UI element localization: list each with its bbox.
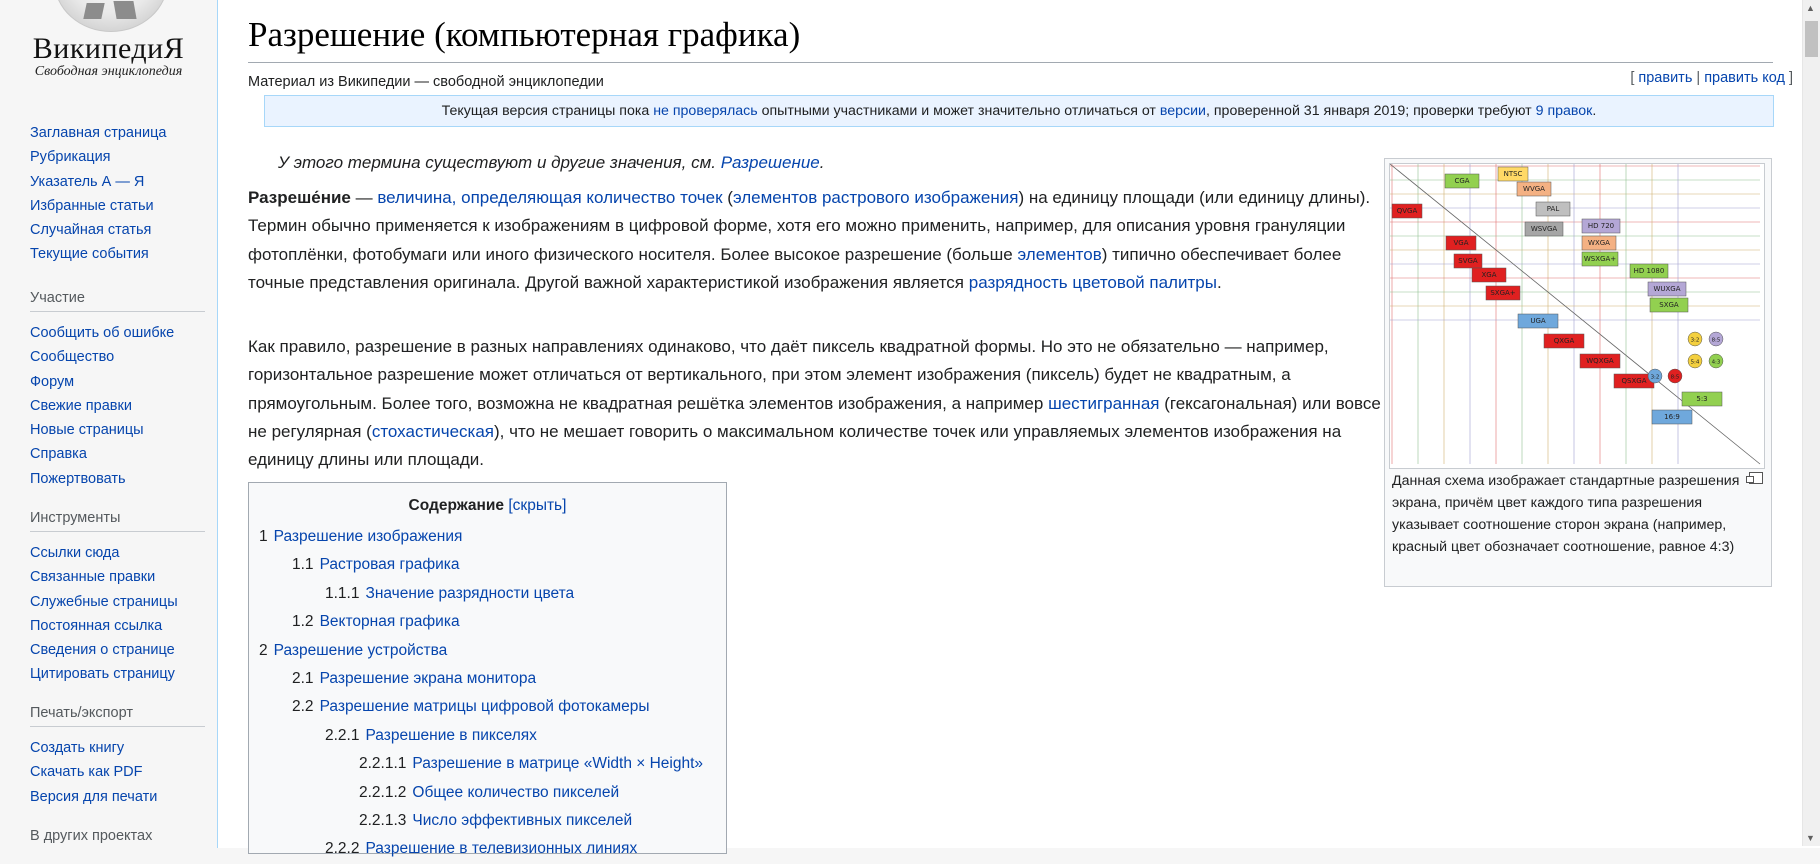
diagram-box: [1446, 236, 1476, 250]
hatnote-disambiguation-link[interactable]: Разрешение: [720, 153, 820, 172]
page-title: Разрешение (компьютерная графика): [248, 14, 1773, 63]
diagram-box: [1518, 314, 1558, 328]
toc-list: [259, 523, 719, 864]
diagram-ratio-label: 4:3: [1711, 359, 1721, 366]
sidebar: [0, 0, 217, 846]
diagram-box: [1580, 354, 1620, 368]
edit-separator: |: [1692, 70, 1705, 86]
diagram-diagonal: [1390, 164, 1760, 464]
toc-link[interactable]: Растровая графика: [319, 556, 460, 574]
diagram-box-label: HD 1080: [1633, 267, 1665, 275]
toc-number: 2: [259, 641, 268, 659]
toc-number: 2.2.2: [325, 840, 360, 858]
diagram-box-label: NTSC: [1503, 170, 1523, 178]
article-content: [217, 0, 1820, 858]
nav-recent-changes[interactable]: Свежие правки: [30, 397, 132, 414]
link-raster-elements[interactable]: элементов растрового изображения: [732, 188, 1019, 207]
toc-toggle-link[interactable]: [скрыть]: [508, 497, 567, 514]
diagram-box: [1582, 219, 1620, 233]
toc-number: 1: [259, 528, 268, 545]
toc-item: [259, 693, 719, 721]
toc-item: [259, 750, 719, 778]
toc-number: 1.1: [292, 556, 314, 574]
diagram-box-label: WUXGA: [1653, 285, 1681, 293]
nav-forum[interactable]: Форум: [30, 373, 75, 390]
diagram-lines: [1390, 164, 1760, 464]
diagram-box-label: 16:9: [1664, 413, 1680, 421]
toc-number: 1.1.1: [325, 584, 360, 602]
thumbnail-caption: Данная схема изображает стандартные разрешения экрана, причём цвет каждого типа разрешения указывает соотношение сторон экрана (например, красный цвет обозначает соотношение, равное 4:3): [1392, 473, 1740, 555]
toc-link[interactable]: Значение разрядности цвета: [365, 584, 575, 602]
notice-text: , проверенной 31 января 2019; проверки требуют: [1205, 103, 1536, 119]
diagram-box: [1392, 204, 1422, 218]
link-elements[interactable]: элементов: [1017, 244, 1102, 264]
nav-what-links-here[interactable]: Ссылки сюда: [30, 545, 120, 561]
diagram-box: [1630, 264, 1668, 278]
diagram-box-label: VGA: [1453, 239, 1469, 247]
nav-rubrication[interactable]: Рубрикация: [30, 149, 111, 166]
diagram-box-label: WVGA: [1523, 185, 1545, 193]
toc-number: 2.1: [292, 670, 314, 688]
diagram-box-label: WSXGA+: [1583, 255, 1617, 263]
nav-community[interactable]: Сообщество: [30, 349, 115, 366]
scroll-down-arrow-icon[interactable]: ▼: [1806, 833, 1815, 843]
paragraph-text: Как правило, разрешение в разных направлениях одинаково, что даёт пиксель квадратной формы. Но это не обязательно — например, горизонтальное разрешение может отличаться от вертикального, при этом элемент изображения (пиксель) будет не квадратным, а прямоугольным. Более того, возможна не квадратная решётка элементов изображения, а например: [248, 337, 1329, 413]
diagram-box: [1544, 334, 1584, 348]
nav-print-heading: Печать/экспорт: [30, 705, 205, 727]
notice-text: опытными участниками и может значительно отличаться от: [757, 103, 1160, 119]
diagram-box-label: QVGA: [1396, 207, 1418, 215]
diagram-box: [1536, 202, 1570, 216]
edit-source-link[interactable]: править код: [1704, 70, 1785, 86]
nav-participation-heading: Участие: [30, 290, 205, 312]
nav-tools-heading: Инструменты: [30, 510, 205, 532]
paragraph-text: —: [350, 188, 378, 207]
nav-cite-page[interactable]: Цитировать страницу: [30, 666, 175, 683]
nav-other-projects: [30, 828, 205, 858]
diagram-box: [1582, 236, 1616, 250]
diagram-ratio-label: 8:5: [1711, 337, 1721, 344]
table-of-contents: [248, 482, 727, 858]
scroll-up-arrow-icon[interactable]: ▲: [1806, 3, 1815, 13]
toc-item: [259, 779, 719, 807]
nav-random[interactable]: Случайная статья: [30, 222, 152, 239]
diagram-box: [1486, 286, 1520, 300]
diagram-box-label: PAL: [1546, 205, 1560, 213]
edit-links: [1630, 70, 1793, 86]
toc-link[interactable]: Общее количество пикселей: [412, 783, 620, 801]
toc-link[interactable]: Разрешение в телевизионных линиях: [365, 840, 638, 858]
diagram-box: [1454, 254, 1482, 268]
notice-edits-link[interactable]: 9 правок: [1535, 103, 1593, 119]
toc-item: [259, 665, 719, 693]
resolution-diagram-image[interactable]: [1389, 163, 1765, 469]
paragraph-text: (гексагональная) или вовсе не регулярная (: [248, 393, 1381, 441]
nav-special-pages[interactable]: Служебные страницы: [30, 593, 178, 610]
toc-link[interactable]: Число эффективных пикселей: [412, 812, 633, 830]
diagram-box: [1472, 268, 1506, 282]
link-color-depth[interactable]: разрядность цветовой палитры: [968, 272, 1217, 292]
toc-link[interactable]: Разрешение матрицы цифровой фотокамеры: [319, 698, 650, 716]
nav-related-changes[interactable]: Связанные правки: [30, 569, 156, 586]
notice-unreviewed-link[interactable]: не проверялась: [653, 103, 758, 119]
diagram-ratio-label: 3:2: [1690, 337, 1700, 344]
diagram-box-label: SXGA: [1659, 301, 1679, 309]
nav-create-book[interactable]: Создать книгу: [30, 740, 125, 756]
nav-help[interactable]: Справка: [30, 446, 87, 463]
toc-title: Содержание: [408, 497, 505, 514]
toc-link[interactable]: Разрешение устройства: [273, 641, 448, 659]
diagram-box-label: QSXGA: [1621, 377, 1647, 385]
diagram-box: [1652, 410, 1692, 424]
paragraph-2: [248, 333, 1393, 474]
link-hexagonal[interactable]: шестигранная: [1048, 393, 1160, 413]
diagram-box-label: HD 720: [1587, 222, 1615, 230]
paragraph-text: (: [722, 188, 733, 207]
thumbnail-figure: [1384, 158, 1772, 587]
diagram-box: [1648, 282, 1686, 296]
toc-link[interactable]: Разрешение в матрице «Width × Height»: [412, 755, 704, 773]
nav-page-info[interactable]: Сведения о странице: [30, 642, 175, 659]
toc-item: [259, 722, 719, 750]
diagram-box: [1498, 167, 1528, 181]
edit-bracket-open: [: [1630, 70, 1639, 86]
logo-wordmark: ВикипедиЯ: [32, 32, 185, 65]
toc-number: 2.2.1: [325, 726, 360, 744]
toc-item: [259, 580, 719, 608]
term-bold: Разреше́ние: [248, 188, 351, 207]
toc-item: [259, 835, 719, 863]
diagram-box-label: CGA: [1454, 177, 1470, 185]
toc-item: [259, 523, 719, 551]
diagram-box-label: 5:3: [1696, 395, 1708, 403]
notice-text: .: [1592, 103, 1597, 119]
nav-main-page[interactable]: Заглавная страница: [30, 125, 167, 141]
paragraph-1: [248, 184, 1393, 297]
hatnote: [278, 153, 825, 173]
link-quantity-of-points[interactable]: величина, определяющая количество точек: [377, 188, 723, 207]
nav-index[interactable]: Указатель А — Я: [30, 173, 145, 190]
nav-current-events[interactable]: Текущие события: [30, 246, 149, 263]
nav-report-error[interactable]: Сообщить об ошибке: [30, 325, 175, 341]
toc-link[interactable]: Разрешение экрана монитора: [319, 670, 537, 688]
diagram-box-label: WSVGA: [1530, 225, 1558, 233]
toc-number: 2.2.1.3: [359, 812, 407, 830]
toc-link[interactable]: Разрешение изображения: [273, 528, 463, 545]
toc-number: 1.2: [292, 613, 314, 631]
vertical-scrollbar[interactable]: [1802, 0, 1820, 846]
toc-number: 2.2: [292, 698, 314, 716]
diagram-box: [1517, 182, 1551, 196]
link-stochastic[interactable]: стохастическая: [371, 421, 495, 441]
notice-text: Текущая версия страницы пока: [441, 103, 654, 119]
scrollbar-thumb[interactable]: [1805, 21, 1818, 57]
site-subtitle: Материал из Википедии — свободной энциклопедии: [248, 74, 604, 90]
paragraph-text: .: [1216, 272, 1222, 292]
nav-printable-version[interactable]: Версия для печати: [30, 788, 158, 805]
nav-download-pdf[interactable]: Скачать как PDF: [30, 764, 143, 781]
nav-featured[interactable]: Избранные статьи: [30, 197, 154, 214]
toc-item: [259, 608, 719, 636]
diagram-ratio-label: 3:2: [1650, 374, 1660, 381]
hatnote-text: .: [819, 153, 825, 172]
toc-item: [259, 807, 719, 835]
nav-permanent-link[interactable]: Постоянная ссылка: [30, 617, 163, 634]
diagram-ratio-label: 5:4: [1690, 359, 1700, 366]
logo-tagline: Свободная энциклопедия: [34, 64, 183, 79]
hatnote-text: У этого термина существуют и другие значения, см.: [278, 153, 721, 172]
toc-number: 2.2.1.2: [359, 783, 407, 801]
toc-link[interactable]: Векторная графика: [319, 613, 460, 631]
diagram-box-label: UGA: [1530, 317, 1546, 325]
nav-main: [30, 121, 205, 267]
puzzle-globe-icon: [54, 0, 168, 32]
nav-other-projects-heading[interactable]: В других проектах: [30, 828, 153, 844]
diagram-box-label: WXGA: [1588, 239, 1610, 247]
toc-title-row: [249, 497, 726, 515]
diagram-box-label: WQXGA: [1586, 357, 1614, 365]
diagram-box-label: SXGA+: [1490, 289, 1516, 297]
diagram-box: [1650, 298, 1688, 312]
nav-donate[interactable]: Пожертвовать: [30, 470, 126, 487]
paragraph-text: ), что не мешает говорить о максимальном количестве точек или управляемых элементов изображения на единицу длины или площади.: [248, 421, 1342, 470]
toc-item: [259, 551, 719, 579]
diagram-box-label: QXGA: [1553, 337, 1575, 345]
flagged-revision-notice: [264, 95, 1774, 127]
nav-tools: [30, 510, 205, 687]
resolution-diagram-svg: [1390, 164, 1764, 468]
diagram-box-label: SVGA: [1458, 257, 1478, 265]
diagram-box-label: XGA: [1481, 271, 1497, 279]
notice-version-link[interactable]: версии: [1159, 103, 1206, 119]
diagram-ratio-label: 8:5: [1670, 374, 1680, 381]
edit-link[interactable]: править: [1638, 70, 1693, 86]
nav-participation: [30, 290, 205, 491]
nav-print: [30, 705, 205, 809]
diagram-box: [1682, 392, 1722, 406]
paragraph-text: ) типично обеспечивает более точные представления оригинала. Другой важной характеристикой изображения является: [248, 244, 1342, 292]
diagram-box: [1525, 222, 1563, 236]
paragraph-text: ) на единицу площади (или единицу длины). Термин обычно применяется к изображениям в цифровой форме, хотя его можно применить, например, для описания уровня грануляции фотоплёнки, фотобумаги или иного физического носителя. Более высокое разрешение (больше: [248, 188, 1371, 264]
toc-number: 2.2.1.1: [359, 755, 407, 773]
diagram-box: [1582, 252, 1618, 266]
toc-link[interactable]: Разрешение в пикселях: [365, 726, 537, 744]
diagram-box: [1445, 174, 1479, 188]
nav-new-pages[interactable]: Новые страницы: [30, 422, 144, 439]
edit-bracket-close: ]: [1784, 70, 1793, 86]
toc-item: [259, 637, 719, 665]
wikipedia-logo[interactable]: [0, 0, 217, 90]
